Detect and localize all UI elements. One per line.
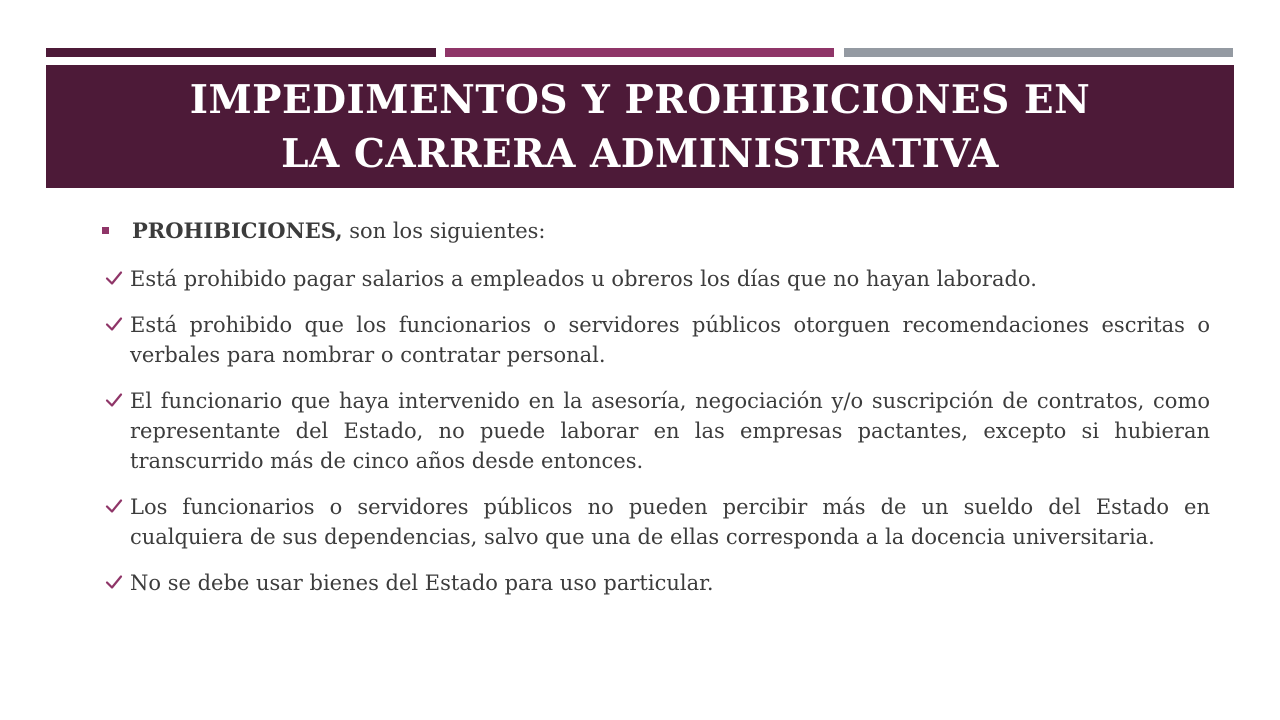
checkmark-icon xyxy=(104,390,124,410)
list-item-text: No se debe usar bienes del Estado para uso particular. xyxy=(130,571,714,595)
checkmark-icon xyxy=(104,572,124,592)
list-item xyxy=(130,492,1210,552)
checkmark-icon xyxy=(104,314,124,334)
list-item xyxy=(130,568,1210,598)
accent-bar-gray xyxy=(844,48,1233,57)
checkmark-icon xyxy=(104,496,124,516)
accent-bar-dark xyxy=(46,48,436,57)
list-item-text: Los funcionarios o servidores públicos no pueden percibir más de un sueldo del Estado en cualquiera de sus dependencias, salvo que una de ellas corresponda a la docencia universitaria. xyxy=(130,495,1210,549)
intro-paragraph xyxy=(96,214,1210,248)
slide-content xyxy=(96,214,1210,614)
slide-title xyxy=(190,73,1090,181)
list-item-text: Está prohibido pagar salarios a empleados u obreros los días que no hayan laborado. xyxy=(130,267,1037,291)
list-item xyxy=(130,310,1210,370)
list-item-text: Está prohibido que los funcionarios o servidores públicos otorguen recomendaciones escritas o verbales para nombrar o contratar personal. xyxy=(130,313,1210,367)
title-line-1: IMPEDIMENTOS Y PROHIBICIONES EN xyxy=(189,76,1091,123)
title-banner xyxy=(46,65,1234,188)
intro-bold-label: PROHIBICIONES, xyxy=(132,218,343,243)
checkmark-icon xyxy=(104,268,124,288)
accent-bar-magenta xyxy=(445,48,834,57)
prohibitions-list xyxy=(96,264,1210,598)
title-line-2: LA CARRERA ADMINISTRATIVA xyxy=(281,130,999,177)
square-bullet-icon xyxy=(102,227,109,234)
intro-text: son los siguientes: xyxy=(342,219,546,243)
list-item xyxy=(130,386,1210,476)
list-item-text: El funcionario que haya intervenido en la asesoría, negociación y/o suscripción de contratos, como representante del Estado, no puede laborar en las empresas pactantes, excepto si hubieran transcurrido más de cinco años desde entonces. xyxy=(130,389,1210,473)
list-item xyxy=(130,264,1210,294)
